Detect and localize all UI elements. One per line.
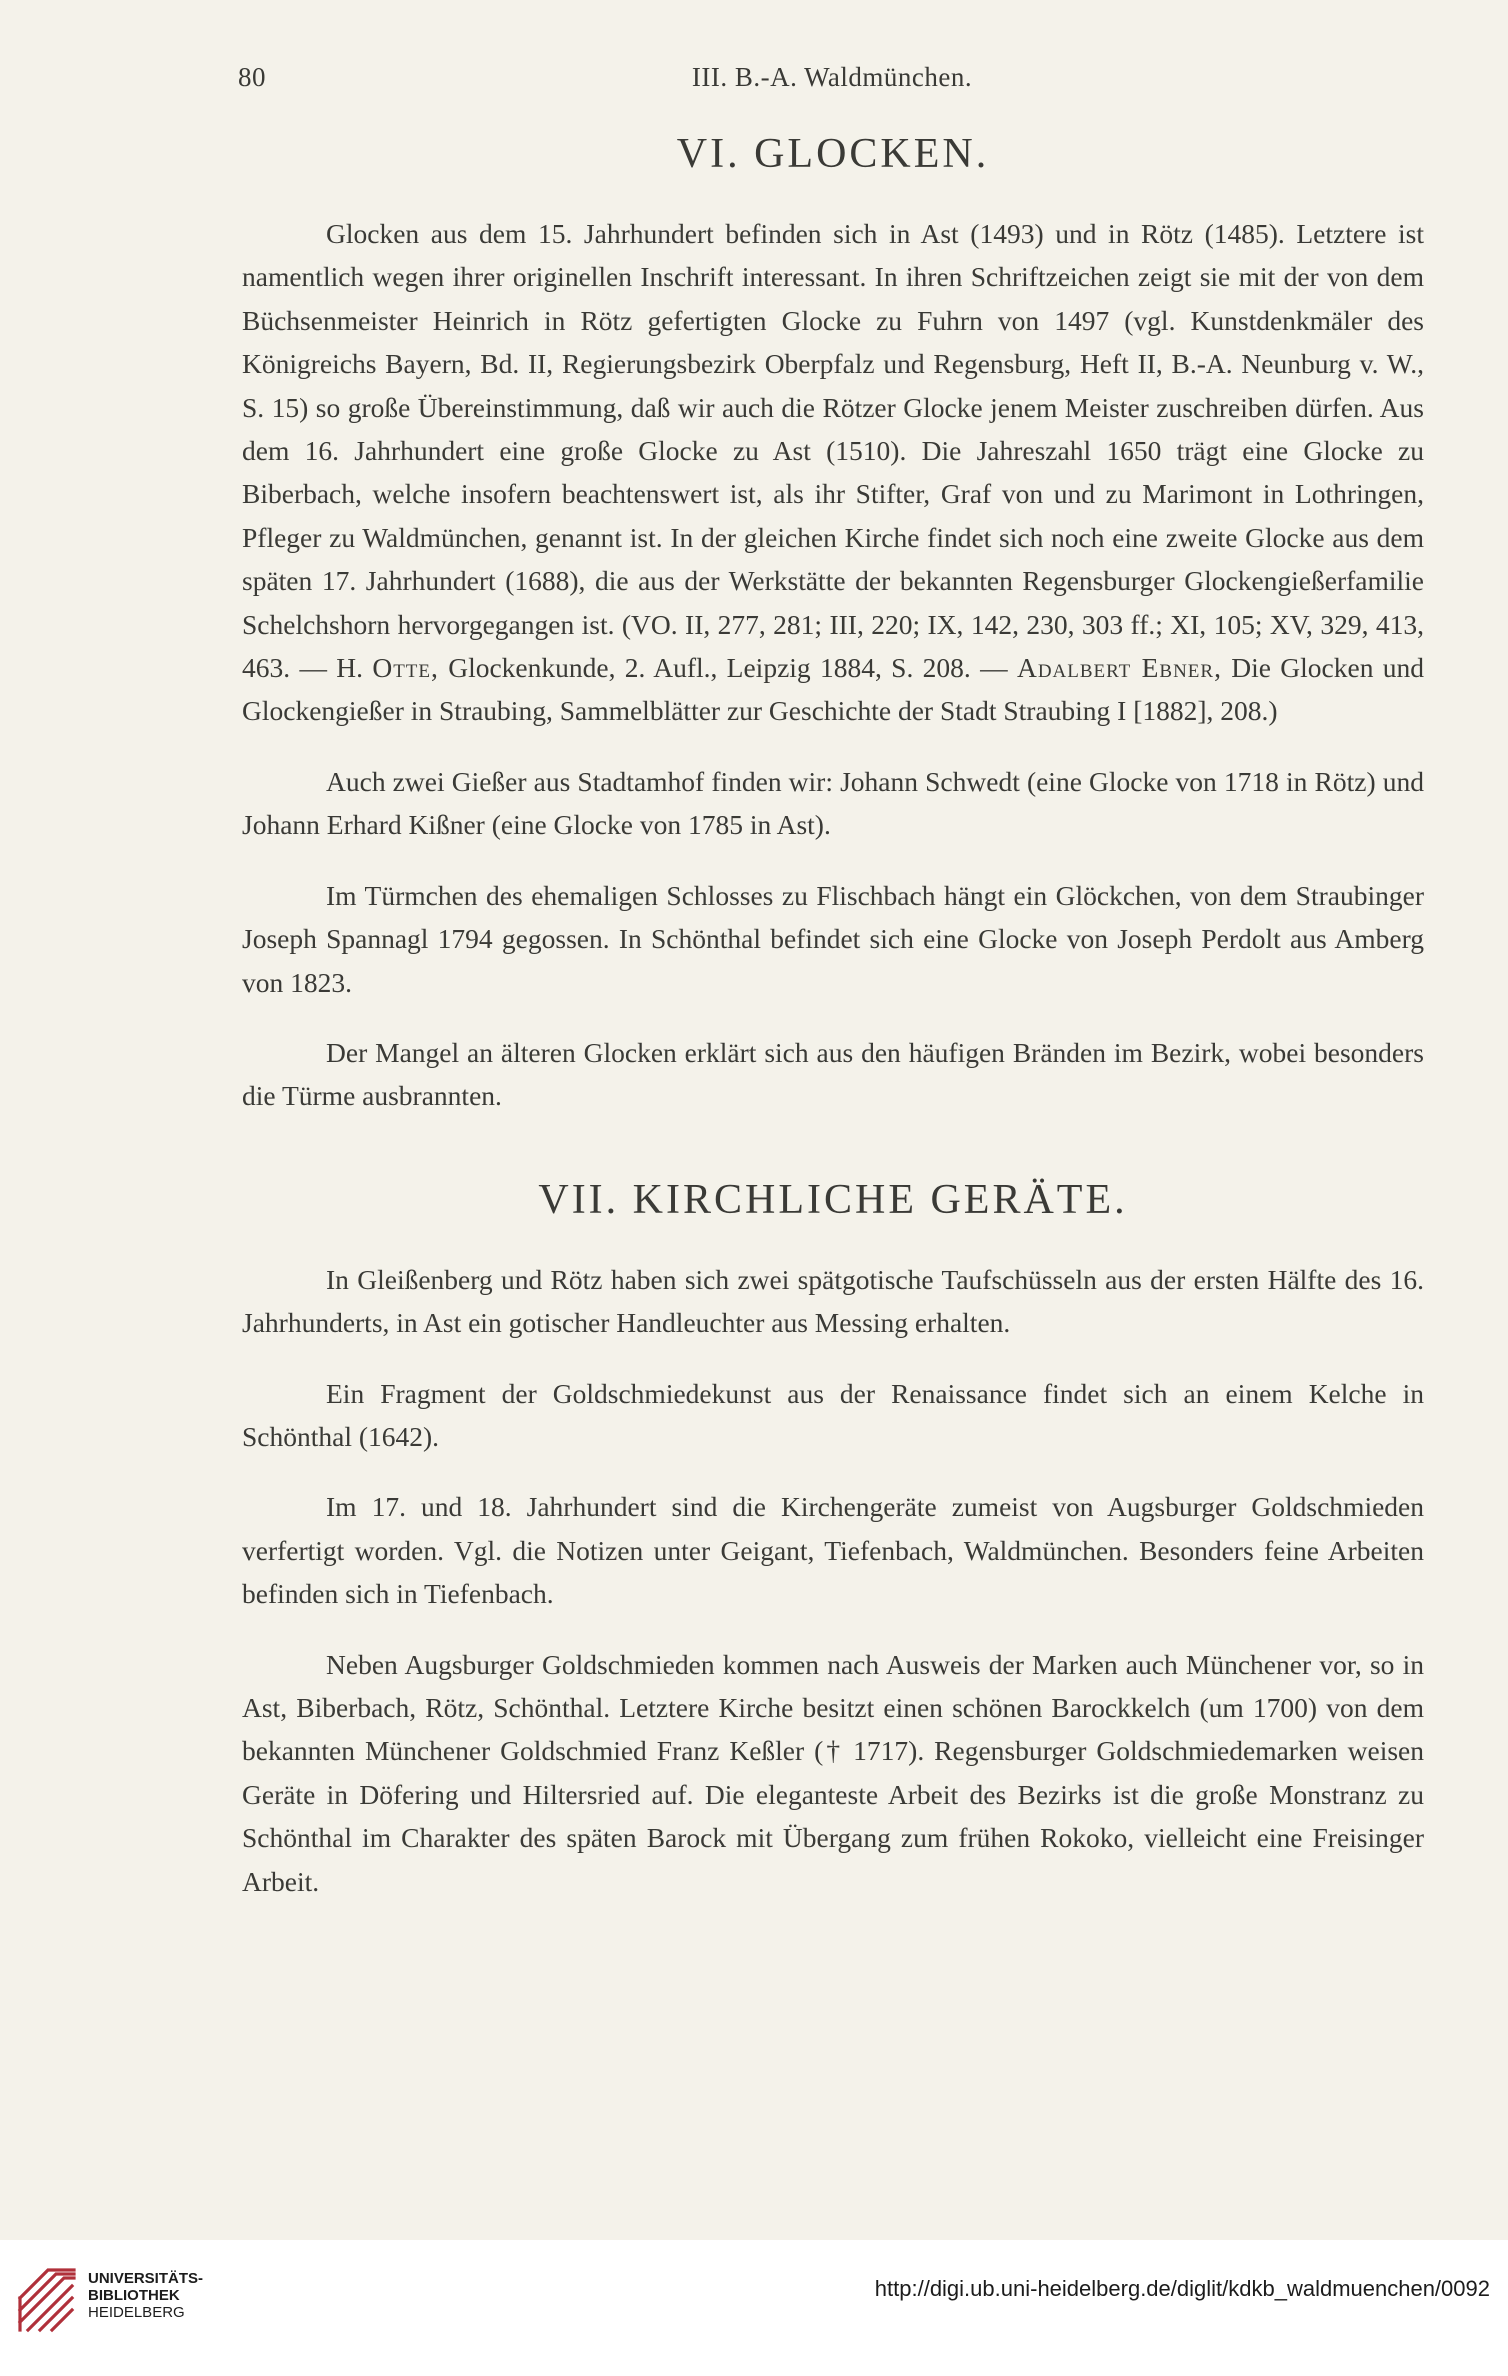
- ub-heidelberg-logo-icon: [14, 2264, 80, 2334]
- author-name-ebner: Adalbert Ebner,: [1016, 652, 1222, 684]
- library-name-line: UNIVERSITÄTS-: [88, 2270, 204, 2287]
- paragraph-glocken-2: Auch zwei Gießer aus Stadtamhof finden wir: Johann Schwedt (eine Glocke von 1718 in Rötz) und Johann Erhard Kißner (eine Glocke von 1785 in Ast).: [242, 765, 1424, 841]
- page-number: 80: [238, 62, 266, 92]
- paragraph-glocken-3: Im Türmchen des ehemaligen Schlosses zu Flischbach hängt ein Glöckchen, von dem Straubinger Joseph Spannagl 1794 gegossen. In Schönthal befindet sich eine Glocke von Joseph Perdolt aus Amberg von 1823.: [242, 879, 1424, 998]
- paragraph-glocken-1: [242, 212, 1424, 733]
- source-url-link[interactable]: http://digi.ub.uni-heidelberg.de/diglit/kdkb_waldmuenchen/0092: [874, 2276, 1490, 2301]
- paragraph-geraete-2: Ein Fragment der Goldschmiedekunst aus der Renaissance findet sich an einem Kelche in Schönthal (1642).: [242, 1377, 1424, 1452]
- paragraph-geraete-3: Im 17. und 18. Jahrhundert sind die Kirchengeräte zumeist von Augsburger Goldschmieden verfertigt worden. Vgl. die Notizen unter Geigant, Tiefenbach, Waldmünchen. Besonders feine Arbeiten befinden sich in Tiefenbach.: [242, 1491, 1424, 1610]
- library-name-line: BIBLIOTHEK: [88, 2287, 180, 2304]
- paragraph-geraete-1: In Gleißenberg und Rötz haben sich zwei spätgotische Taufschüsseln aus der ersten Hälfte des 16. Jahrhunderts, in Ast ein gotischer Handleuchter aus Messing erhalten.: [242, 1263, 1424, 1339]
- page-body: [242, 130, 1424, 1930]
- paragraph-text: Glocken aus dem 15. Jahrhundert befinden sich in Ast (1493) und in Rötz (1485). Letztere ist namentlich wegen ihrer originellen Inschrift interessant. In ihren Schriftzeichen zeigt sie mit der von dem Büchsenmeister Heinrich in Rötz gefertigten Glocke zu Fuhrn von 1497 (vgl. Kunstdenkmäler des Königreichs Bayern, Bd. II, Regierungsbezirk Oberpfalz und Regensburg, Heft II, B.-A. Neunburg v. W., S. 15) so große Übereinstimmung, daß wir auch die Rötzer Glocke jenem Meister zuschreiben dürfen. Aus dem 16. Jahrhundert eine große Glocke zu Ast (1510). Die Jahreszahl 1650 trägt eine Glocke zu Biberbach, welche insofern beachtenswert ist, als ihr Stifter, Graf von und zu Marimont in Lothringen, Pfleger zu Waldmünchen, genannt ist. In der gleichen Kirche findet sich noch eine zweite Glocke aus dem späten 17. Jahrhundert (1688), die aus der Werkstätte der bekannten Regensburger Glockengießerfamilie Schelchshorn hervorgegangen ist. (VO. II, 277, 281; III, 220; IX, 142, 230, 303 ff.; XI, 105; XV, 329, 413, 463. — H.: [242, 218, 1424, 684]
- paragraph-geraete-4: Neben Augsburger Goldschmieden kommen nach Ausweis der Marken auch Münchener vor, so in Ast, Biberbach, Rötz, Schönthal. Letztere Kirche besitzt einen schönen Barockkelch (um 1700) von dem bekannten Münchener Goldschmied Franz Keßler († 1717). Regensburger Goldschmiedemarken weisen Geräte in Döfering und Hiltersried auf. Die eleganteste Arbeit des Bezirks ist die große Monstranz zu Schönthal im Charakter des späten Barock mit Übergang zum frühen Rokoko, vielleicht eine Freisinger Arbeit.: [242, 1648, 1424, 1897]
- paragraph-text: Die Glocken und Glockengießer in Straubing, Sammelblätter zur Geschichte der Stadt Straubing I [1882], 208.): [242, 652, 1425, 727]
- library-name-line: HEIDELBERG: [88, 2304, 185, 2321]
- library-footer: [0, 2240, 1508, 2376]
- paragraph-text: Glockenkunde, 2. Aufl., Leipzig 1884, S. 208. —: [448, 652, 1008, 684]
- section-title-geraete: VII. KIRCHLICHE GERÄTE.: [538, 1176, 1128, 1223]
- section-title-glocken: VI. GLOCKEN.: [676, 131, 990, 177]
- author-name-otte: Otte,: [372, 652, 439, 684]
- paragraph-glocken-4: Der Mangel an älteren Glocken erklärt sich aus den häufigen Bränden im Bezirk, wobei besonders die Türme ausbrannten.: [242, 1036, 1424, 1112]
- running-head: [238, 62, 1426, 102]
- running-title: III. B.-A. Waldmünchen.: [691, 62, 973, 92]
- library-name: [88, 2270, 203, 2321]
